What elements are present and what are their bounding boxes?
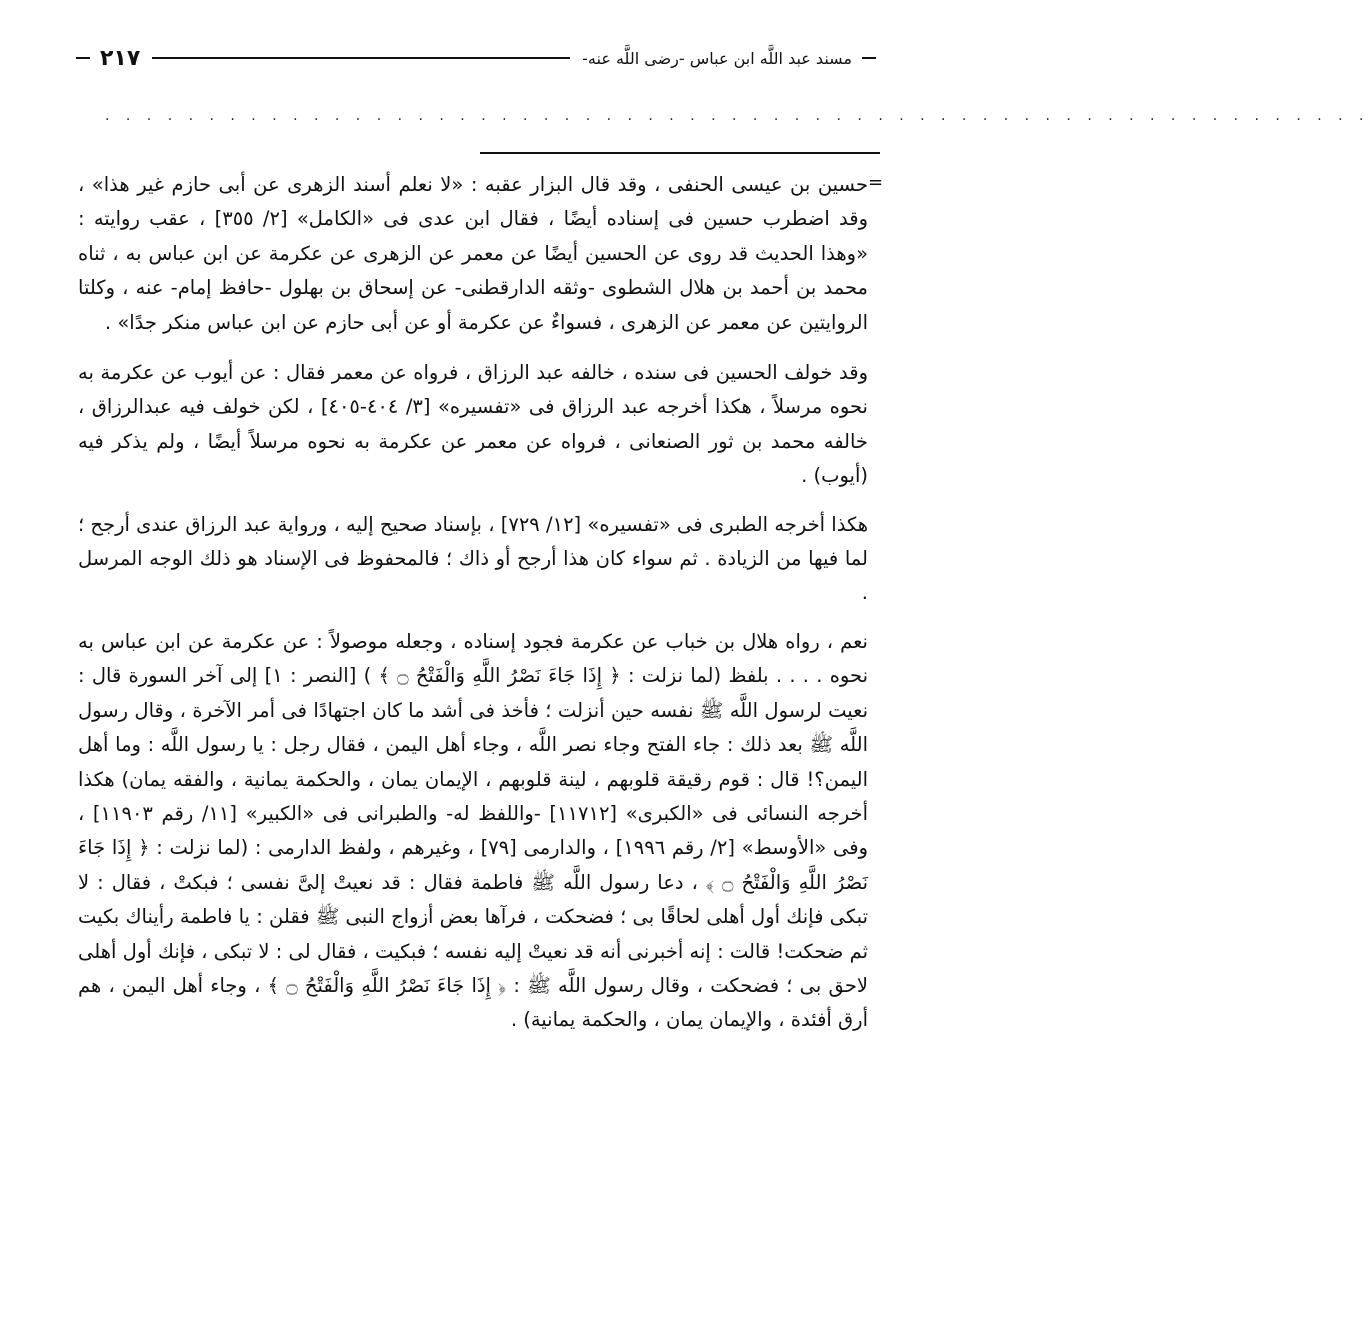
footnote-continuation-mark: = [868,172,884,193]
footnote-paragraph-4: نعم ، رواه هلال بن خباب عن عكرمة فجود إسناده ، وجعله موصولاً : عن عكرمة عن ابن عباس به نحوه . . . . بلفظ (لما نزلت : ﴿ إِذَا جَاءَ نَصْرُ اللَّهِ وَالْفَتْحُ ۝ ﴾ ) [النصر : ١] إلى آخر السورة قال : نعيت لرسول اللَّه ﷺ نفسه حين أنزلت ؛ فأخذ فى أشد ما كان اجتهادًا فى أمر الآخرة ، وقال رسول اللَّه ﷺ بعد ذلك : جاء الفتح وجاء نصر اللَّه ، وجاء أهل اليمن ، فقال رجل : يا رسول اللَّه : وما أهل اليمن؟! قال : قوم رقيقة قلوبهم ، لينة قلوبهم ، الإيمان يمان ، والحكمة يمانية ، والفقه يمان) هكذا أخرجه النسائى فى «الكبرى» [١١٧١٢] -واللفظ له- والطبرانى فى «الكبير» [١١/ رقم ١١٩٠٣] ، وفى «الأوسط» [٢/ رقم ١٩٩٦] ، والدارمى [٧٩] ، وغيرهم ، ولفظ الدارمى : (لما نزلت : ﴿ إِذَا جَاءَ نَصْرُ اللَّهِ وَالْفَتْحُ ۝ ﴾ ، دعا رسول اللَّه ﷺ فاطمة فقال : قد نعيتْ إلىَّ نفسى ؛ فبكتْ ، فقال : لا تبكى فإنك أول أهلى لحاقًا بى ؛ فضحكت ، فرآها بعض أزواج النبى ﷺ فقلن : يا فاطمة رأيناك بكيت ثم ضحكت! قالت : إنه أخبرنى أنه قد نعيتْ إليه نفسه ؛ فبكيت ، فقال لى : لا تبكى ، فإنك أول أهلى لاحق بى ؛ فضحكت ، وقال رسول اللَّه ﷺ : ﴿ إِذَا جَاءَ نَصْرُ اللَّهِ وَالْفَتْحُ ۝ ﴾ ، وجاء أهل اليمن ، هم أرق أفئدة ، والإيمان يمان ، والحكمة يمانية) . [78,629,869,1032]
page-header [70,38,882,78]
footnote-rule [480,152,880,154]
footnote-body [78,168,868,1052]
footnote-paragraph-2: وقد خولف الحسين فى سنده ، خالفه عبد الرزاق ، فرواه عن معمر فقال : عن أيوب عن عكرمة به نحوه مرسلاً ، هكذا أخرجه عبد الرزاق فى «تفسيره» [٣/ ٤٠٤-٤٠٥] ، لكن خولف فيه عبدالرزاق ، خالفه محمد بن ثور الصنعانى ، فرواه عن معمر عن عكرمة به نحوه مرسلاً أيضًا ، ولم يذكر فيه (أيوب) . [78,361,868,488]
header-title: مسند عبد اللَّه ابن عباس -رضى اللَّه عنه- [582,48,852,68]
header-dash-right [862,57,876,59]
footnote-paragraph-3: هكذا أخرجه الطبرى فى «تفسيره» [١٢/ ٧٢٩] ، بإسناد صحيح إليه ، ورواية عبد الرزاق عندى أرجح ؛ لما فيها من الزيادة . ثم سواء كان هذا أرجح أو ذاك ؛ فالمحفوظ فى الإسناد هو ذلك الوجه المرسل . [78,512,868,605]
footnote-paragraph-1: حسين بن عيسى الحنفى ، وقد قال البزار عقبه : «لا نعلم أسند الزهرى عن أبى حازم غير هذا» ، وقد اضطرب حسين فى إسناده أيضًا ، فقال ابن عدى فى «الكامل» [٢/ ٣٥٥] ، عقب روايته : «وهذا الحديث قد روى عن الحسين أيضًا عن معمر عن الزهرى عن عكرمة عن ابن عباس به ، ثناه محمد بن أحمد بن هلال الشطوى -وثقه الدارقطنى- عن إسحاق بن بهلول -حافظ إمام- عنه ، وكلتا الروايتين عن معمر عن الزهرى ، فسواءٌ عن عكرمة أو عن أبى حازم عن ابن عباس منكر جدًا» . [78,173,868,334]
header-dash-left [76,57,90,59]
dotted-separator: . . . . . . . . . . . . . . . . . . . . . . . . . . . . . . . . . . . . . . . . . . . . . . . . . . . . . . . . . . . . . [105,108,1369,124]
page-number: ٢١٧ [100,45,141,71]
header-rule [152,57,570,59]
